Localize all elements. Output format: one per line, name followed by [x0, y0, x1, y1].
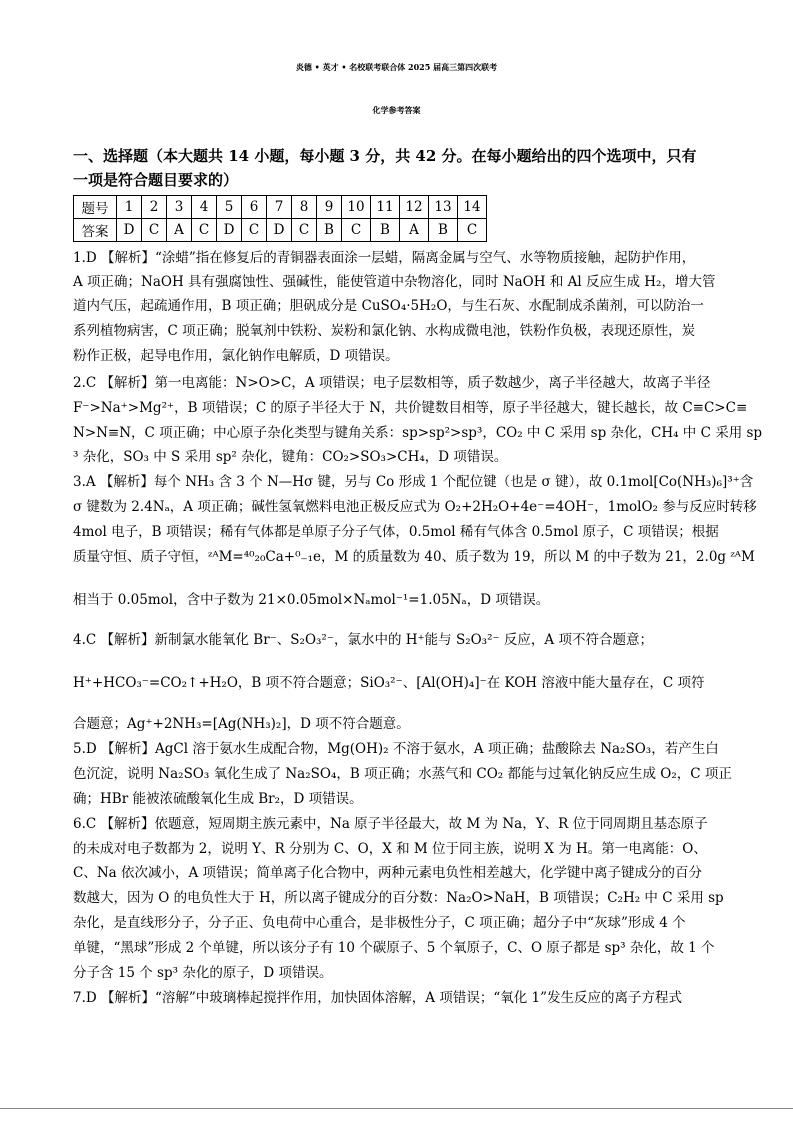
table-cell: 4 — [192, 196, 217, 219]
table-cell: 1 — [117, 196, 142, 219]
section-heading-cont: 一项是符合题目要求的） — [73, 171, 239, 189]
text-line: 4mol 电子，B 项错误；稀有气体都是单原子分子气体，0.5mol 稀有气体含 0.5mol 原子，C 项错误；根据 — [73, 524, 719, 540]
table-cell: B — [429, 219, 458, 242]
text-line: σ 键数为 2.4Nₐ，A 项正确；碱性氢氧燃料电池正极反应式为 O₂+2H₂O+4e⁻=4OH⁻，1molO₂ 参与反应时转移 — [73, 499, 757, 515]
document-subtitle: 化学参考答案 — [372, 105, 421, 115]
text-line: 3.A 【解析】每个 NH₃ 含 3 个 N—Hσ 键，另与 Co 形成 1 个配位键（也是 σ 键），故 0.1mol[Co(NH₃)₆]³⁺含 — [73, 474, 754, 490]
table-cell: 11 — [371, 196, 400, 219]
text-line: 1.D 【解析】“涂蜡”指在修复后的青铜器表面涂一层蜡，隔离金属与空气、水等物质接触，起防护作用， — [73, 250, 696, 266]
section-heading: 一、选择题（本大题共 14 小题，每小题 3 分，共 42 分。在每小题给出的四个选项中，只有 — [73, 147, 697, 165]
table-cell: C — [242, 219, 267, 242]
text-line: 合题意；Ag⁺+2NH₃=[Ag(NH₃)₂]，D 项不符合题意。 — [73, 716, 410, 732]
text-line: 道内气压，起疏通作用，B 项正确；胆矾成分是 CuSO₄·5H₂O，与生石灰、水配制成杀菌剂，可以防治一 — [73, 298, 704, 314]
text-line: ³ 杂化，SO₃ 中 S 采用 sp² 杂化，键角：CO₂>SO₃>CH₄，D 项错误。 — [73, 449, 508, 465]
table-cell: 14 — [458, 196, 487, 219]
text-line: 5.D 【解析】AgCl 溶于氨水生成配合物，Mg(OH)₂ 不溶于氨水，A 项正确；盐酸除去 Na₂SO₃，若产生白 — [73, 741, 719, 757]
text-line: 粉作正极，起导电作用，氯化钠作电解质，D 项错误。 — [73, 348, 399, 364]
table-cell: C — [342, 219, 371, 242]
table-cell: 9 — [317, 196, 342, 219]
text-line: 分子含 15 个 sp³ 杂化的原子，D 项错误。 — [73, 965, 333, 981]
text-line: 色沉淀，说明 Na₂SO₃ 氧化生成了 Na₂SO₄，B 项正确；水蒸气和 CO₂ 都能与过氧化钠反应生成 O₂，C 项正 — [73, 766, 732, 782]
answer-table — [73, 195, 487, 242]
table-cell: 7 — [267, 196, 292, 219]
table-cell: 10 — [342, 196, 371, 219]
table-cell: D — [217, 219, 242, 242]
table-cell: B — [317, 219, 342, 242]
text-line: 质量守恒、质子守恒，ᶻᴬM=⁴⁰₂₀Ca+⁰₋₁e，M 的质量数为 40、质子数为 19，所以 M 的中子数为 21，2.0g ᶻᴬM — [73, 549, 755, 565]
table-row-answers — [74, 219, 487, 242]
text-line: 4.C 【解析】新制氯水能氧化 Br⁻、S₂O₃²⁻，氯水中的 H⁺能与 S₂O₃²⁻ 反应，A 项不符合题意； — [73, 632, 653, 648]
text-line: A 项正确；NaOH 具有强腐蚀性、强碱性，能使管道中杂物溶化，同时 NaOH 和 Al 反应生成 H₂，增大管 — [73, 274, 716, 290]
text-line: C、Na 依次减小，A 项错误；简单离子化合物中，两种元素电负性相差越大，化学键中离子键成分的百分 — [73, 865, 703, 881]
table-cell: B — [371, 219, 400, 242]
table-cell: 5 — [217, 196, 242, 219]
table-header-cell: 答案 — [74, 219, 117, 242]
text-line: 7.D 【解析】“溶解”中玻璃棒起搅拌作用，加快固体溶解，A 项错误；“氧化 1”发生反应的离子方程式 — [73, 990, 683, 1006]
table-cell: D — [117, 219, 142, 242]
table-cell: A — [167, 219, 192, 242]
table-cell: A — [400, 219, 429, 242]
text-line: 相当于 0.05mol，含中子数为 21×0.05mol×Nₐmol⁻¹=1.05Nₐ，D 项错误。 — [73, 592, 550, 608]
table-cell: C — [292, 219, 317, 242]
text-line: N>N≡N，C 项正确；中心原子杂化类型与键角关系：sp>sp²>sp³，CO₂ 中 C 采用 sp 杂化，CH₄ 中 C 采用 sp — [73, 425, 763, 441]
page-bottom-rule — [0, 1108, 793, 1109]
table-row-numbers — [74, 196, 487, 219]
table-cell: 3 — [167, 196, 192, 219]
text-line: F⁻>Na⁺>Mg²⁺，B 项错误；C 的原子半径大于 N，共价键数目相等，原子半径越大，键长越长，故 C≡C>C≡ — [73, 400, 748, 416]
text-line: 杂化，是直线形分子，分子正、负电荷中心重合，是非极性分子，C 项正确；超分子中“灰球”形成 4 个 — [73, 915, 686, 931]
table-header-cell: 题号 — [74, 196, 117, 219]
text-line: 确；HBr 能被浓硫酸氧化生成 Br₂，D 项错误。 — [73, 791, 363, 807]
table-cell: 6 — [242, 196, 267, 219]
table-cell: C — [458, 219, 487, 242]
text-line: H⁺+HCO₃⁻=CO₂↑+H₂O，B 项不符合题意；SiO₃²⁻、[Al(OH)₄]⁻在 KOH 溶液中能大量存在，C 项符 — [73, 675, 705, 691]
text-line: 的未成对电子数都为 2，说明 Y、R 分别为 C、O，X 和 M 位于同主族，说明 X 为 H。第一电离能：O、 — [73, 841, 707, 857]
table-cell: 12 — [400, 196, 429, 219]
text-line: 数越大，因为 O 的电负性大于 H，所以离子键成分的百分数：Na₂O>NaH，B 项错误；C₂H₂ 中 C 采用 sp — [73, 890, 724, 906]
table-cell: C — [142, 219, 167, 242]
table-cell: 2 — [142, 196, 167, 219]
table-cell: 13 — [429, 196, 458, 219]
table-cell: C — [192, 219, 217, 242]
text-line: 系列植物病害，C 项正确；脱氧剂中铁粉、炭粉和氯化钠、水构成微电池，铁粉作负极，表现还原性，炭 — [73, 323, 696, 339]
text-line: 2.C 【解析】第一电离能：N>O>C，A 项错误；电子层数相等，质子数越少，离子半径越大，故离子半径 — [73, 375, 711, 391]
table-cell: D — [267, 219, 292, 242]
document-title: 炎德 • 英才 • 名校联考联合体 2025 届高三第四次联考 — [295, 62, 498, 72]
text-line: 6.C 【解析】依题意，短周期主族元素中，Na 原子半径最大，故 M 为 Na，Y、R 位于同周期且基态原子 — [73, 816, 708, 832]
text-line: 单键，“黑球”形成 2 个单键，所以该分子有 10 个碳原子、5 个氧原子，C、O 原子都是 sp³ 杂化，故 1 个 — [73, 940, 715, 956]
table-cell: 8 — [292, 196, 317, 219]
